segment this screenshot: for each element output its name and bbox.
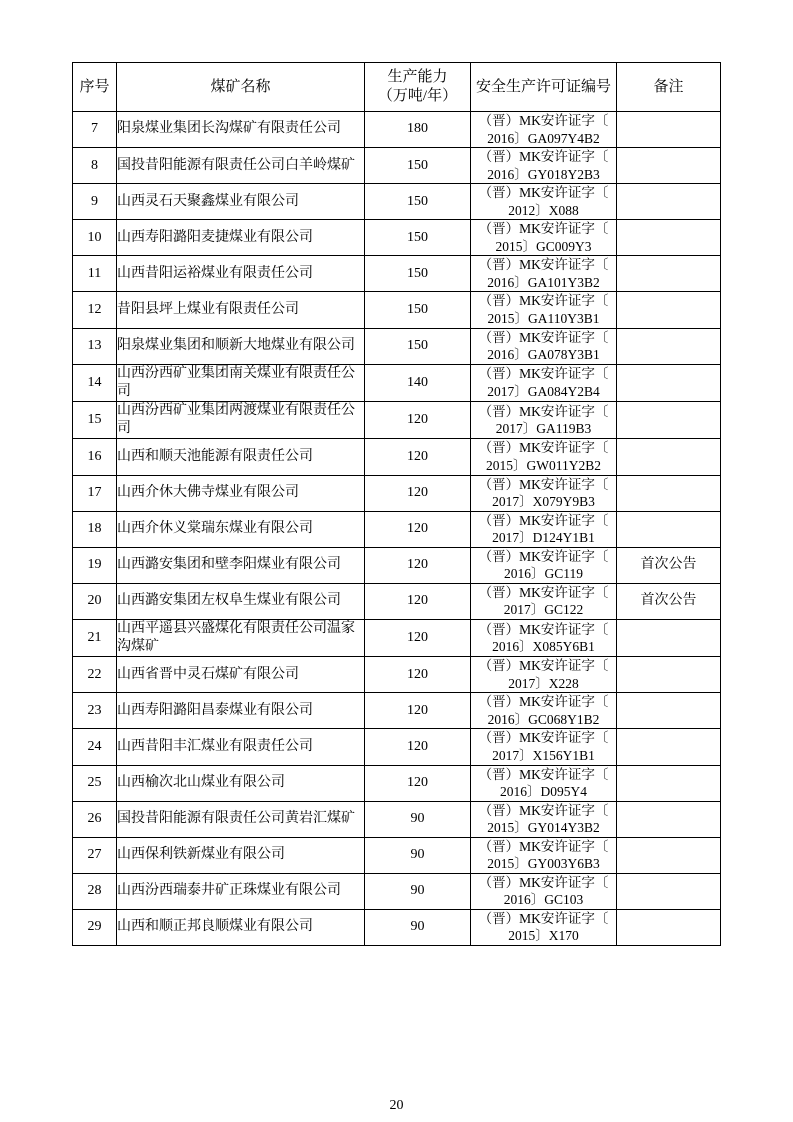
table-row bbox=[73, 657, 721, 693]
cell-capacity: 120 bbox=[365, 475, 471, 511]
cell-license-number bbox=[471, 547, 617, 583]
table-row bbox=[73, 328, 721, 364]
cell-mine-name: 山西潞安集团左权阜生煤业有限公司 bbox=[117, 583, 365, 619]
cell-license-line1: （晋）MK安许证字〔 bbox=[478, 440, 609, 456]
column-header-license: 安全生产许可证编号 bbox=[471, 63, 617, 112]
cell-capacity: 150 bbox=[365, 292, 471, 328]
cell-mine-name: 山西介休义棠瑞东煤业有限公司 bbox=[117, 511, 365, 547]
cell-license-number bbox=[471, 256, 617, 292]
cell-license-line1: （晋）MK安许证字〔 bbox=[478, 149, 609, 165]
cell-index: 9 bbox=[73, 184, 117, 220]
table-row bbox=[73, 184, 721, 220]
table-row bbox=[73, 292, 721, 328]
cell-license-line1: （晋）MK安许证字〔 bbox=[478, 548, 609, 564]
cell-mine-name: 山西和顺天池能源有限责任公司 bbox=[117, 439, 365, 475]
cell-license-line2: 2017〕GC122 bbox=[503, 602, 584, 618]
table-body bbox=[73, 112, 721, 946]
cell-note bbox=[617, 765, 721, 801]
cell-capacity: 140 bbox=[365, 364, 471, 401]
table-row bbox=[73, 619, 721, 656]
cell-capacity: 120 bbox=[365, 547, 471, 583]
cell-license-line2: 2016〕D095Y4 bbox=[500, 784, 587, 800]
cell-license-line1: （晋）MK安许证字〔 bbox=[478, 621, 609, 637]
cell-capacity: 120 bbox=[365, 693, 471, 729]
cell-license-line1: （晋）MK安许证字〔 bbox=[478, 329, 609, 345]
table-row bbox=[73, 801, 721, 837]
cell-mine-name: 山西保利铁新煤业有限公司 bbox=[117, 837, 365, 873]
coal-mine-table bbox=[72, 62, 721, 946]
cell-license-line1: （晋）MK安许证字〔 bbox=[478, 221, 609, 237]
cell-license-line1: （晋）MK安许证字〔 bbox=[478, 113, 609, 128]
table-row bbox=[73, 475, 721, 511]
cell-index: 19 bbox=[73, 547, 117, 583]
cell-mine-name: 阳泉煤业集团和顺新大地煤业有限公司 bbox=[117, 328, 365, 364]
cell-note bbox=[617, 511, 721, 547]
cell-note: 首次公告 bbox=[617, 547, 721, 583]
cell-license-line2: 2015〕GW011Y2B2 bbox=[486, 457, 601, 473]
cell-note bbox=[617, 801, 721, 837]
cell-license-line2: 2016〕X085Y6B1 bbox=[492, 639, 595, 655]
cell-license-number bbox=[471, 475, 617, 511]
cell-index: 10 bbox=[73, 220, 117, 256]
cell-mine-name: 山西寿阳潞阳昌泰煤业有限公司 bbox=[117, 693, 365, 729]
cell-index: 7 bbox=[73, 112, 117, 148]
cell-mine-name: 山西汾西矿业集团南关煤业有限责任公司 bbox=[117, 364, 365, 401]
cell-mine-name: 山西汾西瑞泰井矿正珠煤业有限公司 bbox=[117, 873, 365, 909]
coal-mine-table-container bbox=[72, 62, 720, 946]
cell-license-line1: （晋）MK安许证字〔 bbox=[478, 658, 609, 674]
cell-capacity: 90 bbox=[365, 909, 471, 945]
cell-note bbox=[617, 328, 721, 364]
cell-license-number bbox=[471, 439, 617, 475]
cell-license-line2: 2015〕GY014Y3B2 bbox=[487, 820, 600, 836]
cell-index: 25 bbox=[73, 765, 117, 801]
table-header bbox=[73, 63, 721, 112]
cell-index: 11 bbox=[73, 256, 117, 292]
table-header-row bbox=[73, 63, 721, 112]
column-header-capacity bbox=[365, 63, 471, 112]
cell-license-line1: （晋）MK安许证字〔 bbox=[478, 293, 609, 309]
cell-index: 28 bbox=[73, 873, 117, 909]
cell-license-line1: （晋）MK安许证字〔 bbox=[478, 694, 609, 710]
cell-note bbox=[617, 112, 721, 148]
cell-license-line1: （晋）MK安许证字〔 bbox=[478, 838, 609, 854]
cell-license-number bbox=[471, 148, 617, 184]
cell-note bbox=[617, 729, 721, 765]
cell-mine-name: 山西平遥县兴盛煤化有限责任公司温家沟煤矿 bbox=[117, 619, 365, 656]
column-header-index: 序号 bbox=[73, 63, 117, 112]
cell-index: 16 bbox=[73, 439, 117, 475]
cell-license-number bbox=[471, 619, 617, 656]
cell-license-line1: （晋）MK安许证字〔 bbox=[478, 874, 609, 890]
cell-capacity: 120 bbox=[365, 657, 471, 693]
cell-note bbox=[617, 439, 721, 475]
cell-mine-name: 国投昔阳能源有限责任公司白羊岭煤矿 bbox=[117, 148, 365, 184]
cell-index: 12 bbox=[73, 292, 117, 328]
table-row bbox=[73, 583, 721, 619]
cell-mine-name: 山西榆次北山煤业有限公司 bbox=[117, 765, 365, 801]
cell-capacity: 150 bbox=[365, 256, 471, 292]
cell-license-number bbox=[471, 909, 617, 945]
cell-license-line1: （晋）MK安许证字〔 bbox=[478, 257, 609, 273]
cell-license-line1: （晋）MK安许证字〔 bbox=[478, 403, 609, 419]
cell-index: 8 bbox=[73, 148, 117, 184]
cell-mine-name: 山西灵石天聚鑫煤业有限公司 bbox=[117, 184, 365, 220]
cell-note: 首次公告 bbox=[617, 583, 721, 619]
cell-mine-name: 山西昔阳丰汇煤业有限责任公司 bbox=[117, 729, 365, 765]
table-row bbox=[73, 402, 721, 439]
cell-license-line1: （晋）MK安许证字〔 bbox=[478, 584, 609, 600]
cell-license-number bbox=[471, 292, 617, 328]
cell-mine-name: 山西介休大佛寺煤业有限公司 bbox=[117, 475, 365, 511]
table-row bbox=[73, 256, 721, 292]
cell-mine-name: 山西潞安集团和壁李阳煤业有限公司 bbox=[117, 547, 365, 583]
cell-license-number bbox=[471, 873, 617, 909]
cell-capacity: 90 bbox=[365, 837, 471, 873]
cell-index: 29 bbox=[73, 909, 117, 945]
cell-license-line2: 2017〕GA119B3 bbox=[495, 421, 592, 437]
cell-license-line2: 2015〕GA110Y3B1 bbox=[487, 311, 600, 327]
cell-note bbox=[617, 402, 721, 439]
cell-index: 24 bbox=[73, 729, 117, 765]
table-row bbox=[73, 837, 721, 873]
cell-license-number bbox=[471, 112, 617, 148]
cell-license-number bbox=[471, 184, 617, 220]
table-row bbox=[73, 364, 721, 401]
cell-index: 20 bbox=[73, 583, 117, 619]
table-row bbox=[73, 909, 721, 945]
cell-license-number bbox=[471, 220, 617, 256]
cell-license-number bbox=[471, 583, 617, 619]
cell-note bbox=[617, 148, 721, 184]
cell-license-line2: 2017〕X156Y1B1 bbox=[492, 747, 595, 763]
table-row bbox=[73, 729, 721, 765]
cell-license-line2: 2015〕X170 bbox=[508, 928, 579, 944]
cell-license-number bbox=[471, 328, 617, 364]
cell-license-number bbox=[471, 837, 617, 873]
cell-capacity: 120 bbox=[365, 511, 471, 547]
cell-index: 27 bbox=[73, 837, 117, 873]
cell-index: 15 bbox=[73, 402, 117, 439]
cell-license-line1: （晋）MK安许证字〔 bbox=[478, 766, 609, 782]
table-row bbox=[73, 873, 721, 909]
cell-capacity: 150 bbox=[365, 184, 471, 220]
cell-license-number bbox=[471, 511, 617, 547]
cell-index: 23 bbox=[73, 693, 117, 729]
cell-capacity: 150 bbox=[365, 148, 471, 184]
cell-license-line1: （晋）MK安许证字〔 bbox=[478, 730, 609, 746]
cell-license-line1: （晋）MK安许证字〔 bbox=[478, 366, 609, 382]
cell-index: 17 bbox=[73, 475, 117, 511]
cell-capacity: 150 bbox=[365, 328, 471, 364]
cell-index: 13 bbox=[73, 328, 117, 364]
table-row bbox=[73, 547, 721, 583]
table-row bbox=[73, 148, 721, 184]
cell-license-line2: 2016〕GC103 bbox=[503, 892, 584, 908]
cell-index: 26 bbox=[73, 801, 117, 837]
cell-capacity: 120 bbox=[365, 619, 471, 656]
cell-mine-name: 山西和顺正邦良顺煤业有限公司 bbox=[117, 909, 365, 945]
table-row bbox=[73, 220, 721, 256]
cell-mine-name: 国投昔阳能源有限责任公司黄岩汇煤矿 bbox=[117, 801, 365, 837]
cell-license-line2: 2016〕GC068Y1B2 bbox=[487, 711, 600, 727]
table-row bbox=[73, 439, 721, 475]
cell-capacity: 90 bbox=[365, 873, 471, 909]
cell-license-line1: （晋）MK安许证字〔 bbox=[478, 185, 609, 201]
cell-capacity: 120 bbox=[365, 729, 471, 765]
cell-license-line1: （晋）MK安许证字〔 bbox=[478, 802, 609, 818]
cell-mine-name: 山西昔阳运裕煤业有限责任公司 bbox=[117, 256, 365, 292]
cell-license-line2: 2017〕X079Y9B3 bbox=[492, 494, 595, 510]
cell-index: 22 bbox=[73, 657, 117, 693]
cell-note bbox=[617, 873, 721, 909]
cell-license-line1: （晋）MK安许证字〔 bbox=[478, 512, 609, 528]
cell-capacity: 120 bbox=[365, 765, 471, 801]
cell-index: 21 bbox=[73, 619, 117, 656]
cell-license-line2: 2016〕GY018Y2B3 bbox=[487, 166, 600, 182]
cell-capacity: 150 bbox=[365, 220, 471, 256]
cell-note bbox=[617, 475, 721, 511]
cell-note bbox=[617, 292, 721, 328]
cell-license-number bbox=[471, 765, 617, 801]
cell-capacity: 120 bbox=[365, 583, 471, 619]
cell-mine-name: 昔阳县坪上煤业有限责任公司 bbox=[117, 292, 365, 328]
cell-mine-name: 山西省晋中灵石煤矿有限公司 bbox=[117, 657, 365, 693]
column-header-capacity-line2: （万吨/年） bbox=[377, 88, 458, 104]
cell-index: 18 bbox=[73, 511, 117, 547]
cell-capacity: 120 bbox=[365, 402, 471, 439]
cell-capacity: 180 bbox=[365, 112, 471, 148]
cell-license-line2: 2015〕GY003Y6B3 bbox=[487, 856, 600, 872]
cell-license-number bbox=[471, 364, 617, 401]
table-row bbox=[73, 511, 721, 547]
cell-license-number bbox=[471, 402, 617, 439]
cell-note bbox=[617, 184, 721, 220]
cell-license-line2: 2016〕GC119 bbox=[503, 566, 583, 582]
cell-license-line2: 2015〕GC009Y3 bbox=[495, 238, 592, 254]
cell-mine-name: 山西汾西矿业集团两渡煤业有限责任公司 bbox=[117, 402, 365, 439]
cell-note bbox=[617, 619, 721, 656]
cell-mine-name: 阳泉煤业集团长沟煤矿有限责任公司 bbox=[117, 112, 365, 148]
cell-note bbox=[617, 364, 721, 401]
cell-license-number bbox=[471, 657, 617, 693]
table-row bbox=[73, 112, 721, 148]
cell-license-line2: 2017〕X228 bbox=[508, 675, 579, 691]
cell-note bbox=[617, 909, 721, 945]
cell-license-line2: 2016〕GA078Y3B1 bbox=[487, 347, 600, 363]
cell-license-number bbox=[471, 693, 617, 729]
cell-note bbox=[617, 256, 721, 292]
cell-license-number bbox=[471, 729, 617, 765]
cell-license-line1: （晋）MK安许证字〔 bbox=[478, 910, 609, 926]
cell-license-line2: 2016〕GA097Y4B2 bbox=[487, 130, 600, 146]
cell-note bbox=[617, 657, 721, 693]
cell-note bbox=[617, 837, 721, 873]
table-row bbox=[73, 693, 721, 729]
cell-license-line2: 2012〕X088 bbox=[508, 202, 579, 218]
cell-license-line2: 2016〕GA101Y3B2 bbox=[487, 274, 600, 290]
cell-license-number bbox=[471, 801, 617, 837]
cell-capacity: 120 bbox=[365, 439, 471, 475]
cell-note bbox=[617, 693, 721, 729]
page-number: 20 bbox=[389, 1098, 404, 1113]
column-header-name: 煤矿名称 bbox=[117, 63, 365, 112]
cell-license-line1: （晋）MK安许证字〔 bbox=[478, 476, 609, 492]
cell-note bbox=[617, 220, 721, 256]
cell-mine-name: 山西寿阳潞阳麦捷煤业有限公司 bbox=[117, 220, 365, 256]
cell-capacity: 90 bbox=[365, 801, 471, 837]
cell-license-line2: 2017〕D124Y1B1 bbox=[492, 530, 595, 546]
column-header-note: 备注 bbox=[617, 63, 721, 112]
table-row bbox=[73, 765, 721, 801]
cell-license-line2: 2017〕GA084Y2B4 bbox=[487, 383, 600, 399]
column-header-capacity-line1: 生产能力 bbox=[387, 69, 448, 86]
cell-index: 14 bbox=[73, 364, 117, 401]
